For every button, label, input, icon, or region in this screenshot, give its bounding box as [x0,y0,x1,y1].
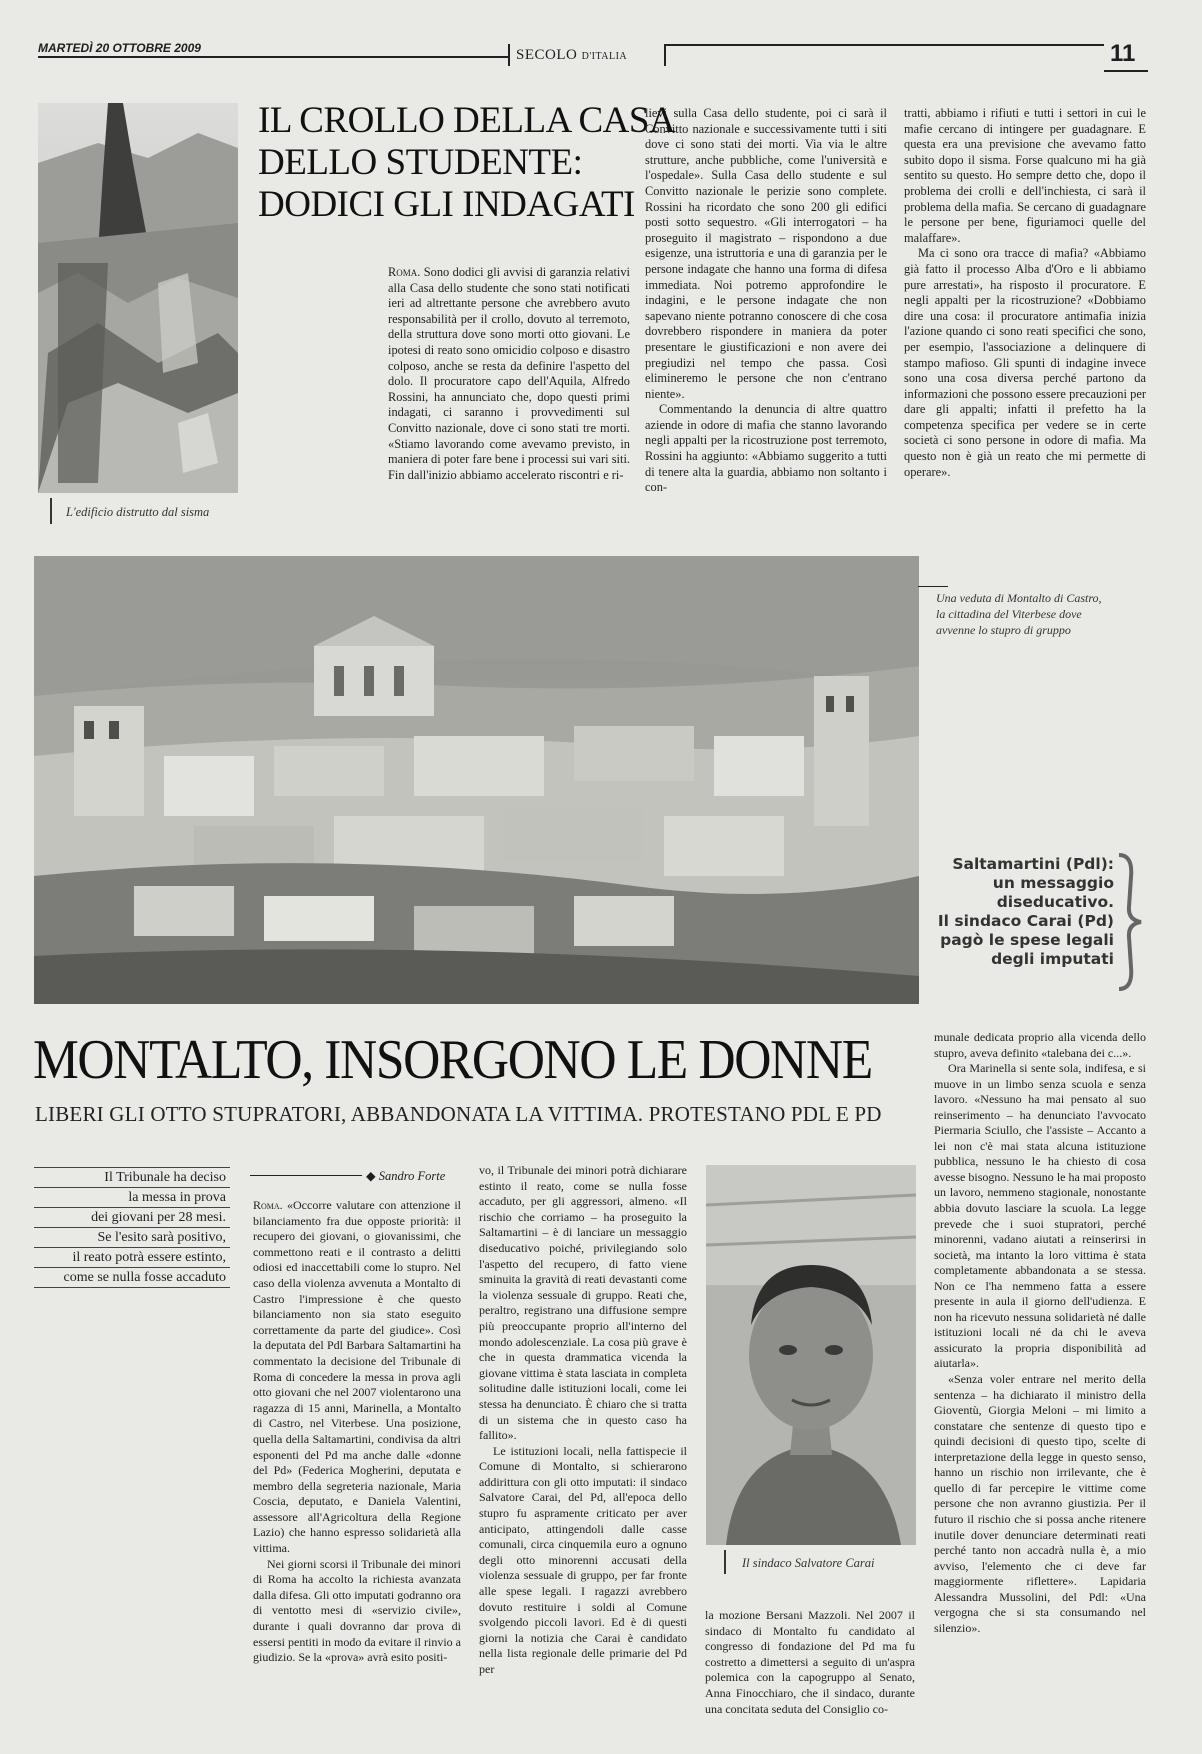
article1-col1-para [388,265,630,483]
photo1-caption-rule [50,498,52,524]
article1-dateline: Roma. [388,265,421,279]
header-divider-right [664,44,666,66]
paper-name-small: D'ITALIA [581,51,628,62]
quote-line-2: un messaggio [992,874,1114,892]
article1-col1-text: Sono dodici gli avvisi di garanzia relativi alla Casa dello studente che sono stati notificati ieri ad altrettante persone che avrebbero avuto responsabilità per il crollo, dovuto al terremoto, della struttura dove sono morti otto giovani. Le ipotesi di reato sono omicidio colposo e disastro colposo, anche se resta da definire l'aspetto del dolo. Il procuratore capo dell'Aquila, Alfredo Rossini, ha annunciato che, dopo questi primi indagati, ci saranno i provvedimenti sul Convitto nazionale, dove ci sono stati tre morti. «Stiamo lavorando come avevamo previsto, in maniera di poter fare bene i processi sui vari siti. Fin dall'inizio abbiamo accelerato riscontri e ri- [388,265,630,482]
article2-subheadline: LIBERI GLI OTTO STUPRATORI, ABBANDONATA LA VITTIMA. PROTESTANO PDL E PD [35,1102,882,1126]
article2-column-4 [934,1030,1146,1636]
article1-col2-para1: lievi sulla Casa dello studente, poi ci sarà il Convitto nazionale e successivamente tutti i siti dove ci sono stati dei morti. Via via le altre strutture, anche pubbliche, come l'università e l'ospedale». Sulla Casa dello studente e sul Convitto nazionale le perizie sono complete. Rossini ha ricordato che sono 200 gli edifici posti sotto sequestro. «Gli interrogatori – ha proseguito il magistrato – rispondono a due esigenze, una istruttoria e una di garanzia per le persone indagate che hanno una forma di difesa immediata. Noi potremo approfondire le indagini, e le persone indagate che non sapevano niente potranno conoscere di che cosa dovrebbero rispondere in maniera da poter presentare le giustificazioni e non avere dei pregiudizi nel tempo che passa. Così elimineremo le persone che non c'entrano niente». [645,106,887,401]
article1-column-1 [388,265,630,483]
article1-headline-line2: DELLO STUDENTE: [258,142,583,183]
page-number-underline [1104,70,1148,72]
quote-brace-icon [1115,852,1145,992]
article2-column-3-bottom [705,1608,915,1717]
article2-column-2 [479,1163,687,1678]
quote-box [920,855,1114,969]
photo3-caption-rule [724,1550,726,1574]
article2-col2-para1: vo, il Tribunale dei minori potrà dichiarare estinto il reato, come se nulla fosse accaduto, per gli aggressori, almeno. «Il rischio che corriamo – ha proseguito la Saltamartini – è di lanciare un messaggio diseducativo poiché, privilegiando solo l'aspetto del recupero, di fatto viene sminuita la gravità di reati devastanti come la violenza sessuale di gruppo. Reati che, peraltro, registrano una diffusione sempre più preoccupante proprio all'interno del mondo adolescenziale. La cosa più grave è che in questa drammatica vicenda la giovane vittima è stata lasciata in completa solitudine dalle istituzioni locali, come lei stessa ha denunciato. È chiaro che si tratta di un sistema che in questo caso ha fallito». [479,1163,687,1443]
article1-headline-line1: IL CROLLO DELLA CASA [258,100,676,141]
header-divider-left [508,44,510,66]
rubble-image [38,103,238,493]
collapsed-building-photo [38,103,238,493]
article2-col2-para2: Le istituzioni locali, nella fattispecie il Comune di Montalto, si schierarono addirittura con gli otto imputati: il sindaco Salvatore Carai, del Pd, all'epoca dello stupro fu aspramente criticato per aver anticipato, attingendoli dalle casse comunali, circa cinquemila euro a ognuno degli otto minorenni accusati della violenza sessuale di gruppo, per far fronte alle spese legali. I ragazzi avrebbero dovuto restituire i soldi al Comune svolgendo piccoli lavori. Ed è di questi giorni la notizia che Carai è candidato nella lista regionale delle primarie del Pd per [479,1443,687,1676]
byline-diamond-icon: ◆ [366,1169,376,1183]
article1-col3-para2: Ma ci sono ora tracce di mafia? «Abbiamo già fatto il processo Alba d'Oro e li abbiamo pure arrestati», ha risposto il procuratore. E negli appalti per la ricostruzione? «Dobbiamo dire una cosa: il procuratore antimafia inizia l'azione quando ci sono reati specifici che sono, per esempio, l'associazione a delinquere di stampo mafioso. Gli spunti di indagine invece sono una cosa diversa perché partono da informazioni che possono essere precauzioni per dare gli appalti; infatti il prefetto ha la competenza specifica per vedere se in certe società ci sono persone in odore di mafia. Ma questo non è già un reato che mi permette di operare». [904,246,1146,479]
header-rule-right [666,44,1104,46]
article1-headline-line3: DODICI GLI INDAGATI [258,184,635,225]
byline-author: Sandro Forte [378,1169,446,1183]
article2-col1-para2: Nei giorni scorsi il Tribunale dei minori di Roma ha accolto la richiesta avanzata dalla difesa. Gli otto imputati godranno ora di ventotto mesi di «servizio civile», durante i quali dovranno dar prova di essersi pentiti in modo da evitare il rinvio a giudizio. Se la «prova» avrà esito positi- [253,1556,461,1665]
pull-quote-line-6: come se nulla fosse accaduto [34,1268,230,1288]
article1-headline [258,100,675,226]
paper-name-main: SECOLO [516,47,578,63]
article2-column-1 [253,1198,461,1666]
article2-col4-para3: «Senza voler entrare nel merito della sentenza – ha dichiarato il ministro della Gioventù, Giorgia Meloni – mi limito a constatare che sentenze di questo tipo e quindi decisioni di questo tipo, scelte di interpretazione della legge in questo senso, hanno un rischio non irrilevante, che è quello di far percepire le vittime come persone che non avranno giustizia. Per il futuro il rischio che si possa anche ritenere inutile dover denunciare determinati reati perché tanto non accadrà nulla è, a mio avviso, l'elemento che ci deve far maggiormente riflettere». Lapidaria Alessandra Mussolini, del Pdl: «Una vergogna che si sta consumando nel silenzio». [934,1372,1146,1635]
article2-dateline: Roma. [253,1198,283,1212]
article2-headline: MONTALTO, INSORGONO LE DONNE [33,1029,872,1091]
article1-column-3 [904,106,1146,480]
pull-quote-line-1: Il Tribunale ha deciso [34,1167,230,1188]
header-rule-left [38,56,508,58]
quote-line-5: pagò le spese legali [940,931,1114,949]
quote-line-3: diseducativo. [996,893,1114,911]
page-number: 11 [1110,40,1136,67]
byline-rule [250,1175,362,1176]
quote-line-1: Saltamartini (Pdl): [952,855,1114,873]
photo2-caption-rule [918,586,948,587]
article2-col1-text: «Occorre valutare con attenzione il bilanciamento fra due opposte priorità: il recupero dei giovani, o giovanissimi, che commettono reati e il contrasto a delitti odiosi ed inaccettabili come lo stupro. Nel caso della violenza avvenuta a Montalto di Castro l'impressione è che questo bilanciamento non sia stato eseguito correttamente da parte del giudice». Così la deputata del Pdl Barbara Saltamartini ha commentato la decisione del Tribunale di Roma di concedere la messa in prova agli otto giovani che nel 2007 violentarono una ragazza di 15 anni, Marinella, a Montalto di Castro, nel Viterbese. Una posizione, quella della Saltamartini, condivisa da altri esponenti del Pd ma anche dalle «donne del Pd» (Federica Mogherini, deputata e membro della segreteria nazionale, Maria Coscia, deputato, e Daniela Valentini, assessore all'Agricoltura della Regione Lazio) che hanno espresso solidarietà alla vittima. [253,1198,461,1556]
pull-quote-line-5: il reato potrà essere estinto, [34,1248,230,1268]
issue-date: MARTEDÌ 20 OTTOBRE 2009 [38,41,201,55]
quote-line-4: Il sindaco Carai (Pd) [937,912,1114,930]
pull-quote-line-3: dei giovani per 28 mesi. [34,1208,230,1228]
photo1-caption: L'edificio distrutto dal sisma [66,505,210,519]
town-aerial-image [34,556,919,1004]
pull-quote [34,1167,230,1288]
montalto-town-photo [34,556,919,1004]
byline [366,1168,445,1184]
pull-quote-line-2: la messa in prova [34,1188,230,1208]
pull-quote-line-4: Se l'esito sarà positivo, [34,1228,230,1248]
paper-name [516,47,627,64]
article1-col3-para1: tratti, abbiamo i rifiuti e tutti i settori in cui le mafie cercano di intingere per guadagnare. E questa era una previsione che avevamo fatto subito dopo il sisma. Forse qualcuno mi ha già sentito su questo. Ho sempre detto che, dopo il problema dei crolli e dell'inchiesta, ci sarà il problema della mafia. Se cercano di guadagnare le persone per bene, figuriamoci quelle del malaffare». [904,106,1146,245]
article2-col4-para2: Ora Marinella si sente sola, indifesa, e si muove in un limbo senza scuola e senza lavoro. «Nessuno ha mai pensato al suo reinserimento – ha denunciato l'avvocato Piermaria Sciullo, che l'assiste – Accanto a lei non c'è mai stata alcuna istituzione pubblica, nessuno le ha chiesto di cosa avesse bisogno. Nessuno le ha mai proposto un lavoro, nemmeno stagionale, nonostante abbia dovuto lasciare la scuola. La legge prevede che i suoi stupratori, perché minorenni, vadano aiutati a reinserirsi in società, ma intanto la loro vittima è stata completamente abbandonata a se stessa. Non ce l'ha nemmeno fatta a essere presente in aula il giorno dell'udienza. E non ha ricevuto nessuna solidarietà né dalle istituzioni locali né da chi le aveva assicurato la propria disponibilità ad aiutarla». [934,1061,1146,1371]
article2-col4-para1: munale dedicata proprio alla vicenda dello stupro, aveva definito «talebana dei c...». [934,1030,1146,1060]
article2-col3-para: la mozione Bersani Mazzoli. Nel 2007 il sindaco di Montalto fu candidato al congresso di fondazione del Pd ma fu costretto a dimettersi a seguito di un'aspra polemica con la capogruppo al Senato, Anna Finocchiaro, che il sindaco, durante una concitata seduta del Consiglio co- [705,1608,915,1716]
mayor-portrait-image [706,1165,916,1545]
photo3-caption: Il sindaco Salvatore Carai [742,1556,875,1570]
article1-col2-para2: Commentando la denuncia di altre quattro aziende in odore di mafia che stanno lavorando negli appalti per la ricostruzione post terremoto, Rossini ha aggiunto: «Abbiamo suggerito a tutti di tenere alta la guardia, abbiamo non soltanto i con- [645,402,887,495]
photo2-caption: Una veduta di Montalto di Castro, la cittadina del Viterbese dove avvenne lo stupro di gruppo [936,591,1102,637]
article1-column-2 [645,106,887,496]
mayor-portrait-photo [706,1165,916,1545]
article2-col1-para1 [253,1198,461,1557]
quote-line-6: degli imputati [991,950,1114,968]
